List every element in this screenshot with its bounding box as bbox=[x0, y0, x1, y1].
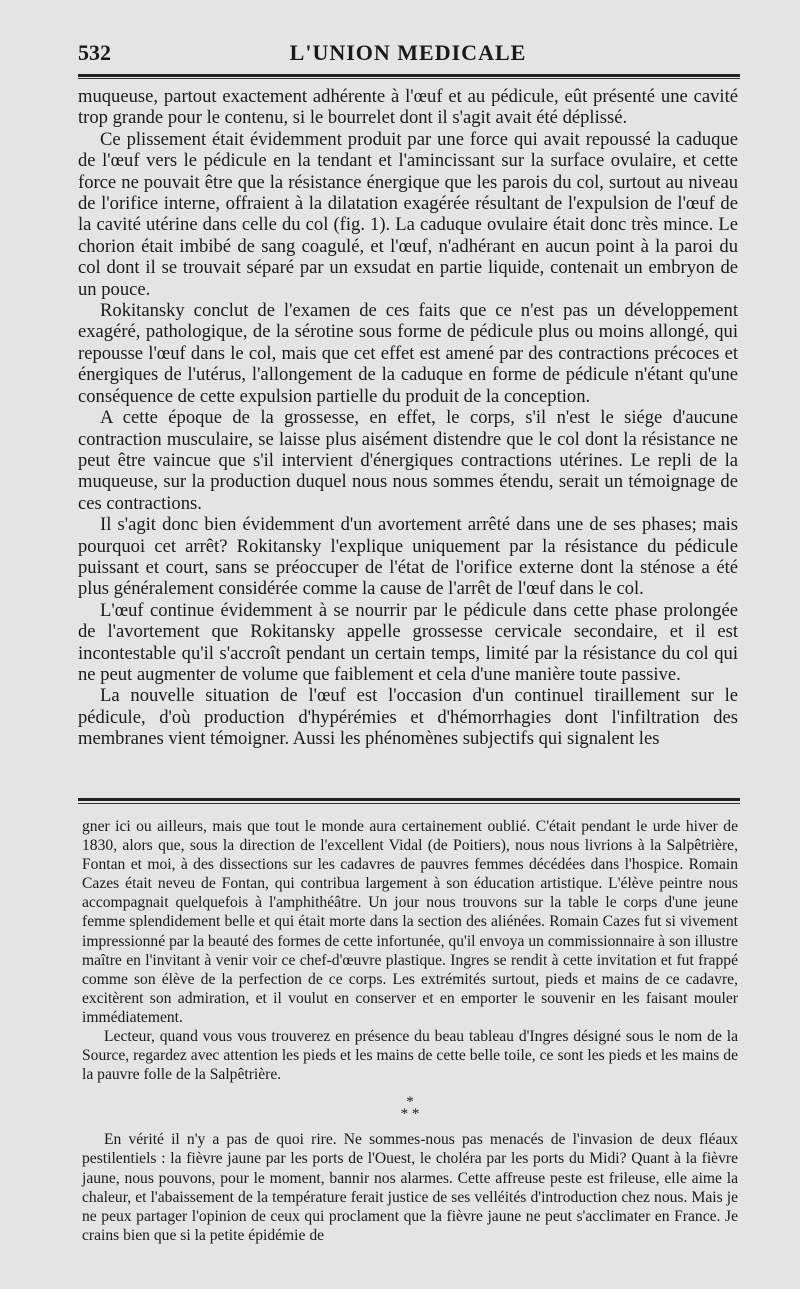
body-paragraph: muqueuse, partout exactement adhérente à l'œuf et au pédicule, eût présenté une cavité trop grande pour le contenu, si le bourrelet dont il s'agit avait été déplissé. bbox=[78, 86, 738, 129]
feuilleton-rule bbox=[78, 798, 740, 801]
feuilleton-rule-thin bbox=[78, 803, 740, 804]
journal-title: L'UNION MEDICALE bbox=[289, 40, 527, 65]
body-paragraph: Rokitansky conclut de l'examen de ces faits que ce n'est pas un développement exagéré, pathologique, de la sérotine sous forme de pédicule plus ou moins allongé, qui repousse l'œuf dans le col, mais que cet effet est amené par des contractions précoces et énergiques de l'utérus, l'allongement de la caduque en forme de pédicule n'étant qu'une conséquence de cette expulsion partielle du produit de la conception. bbox=[78, 300, 738, 407]
note-paragraph: gner ici ou ailleurs, mais que tout le monde aura certainement oublié. C'était pendant le urde hiver de 1830, alors que, sous la direction de l'excellent Vidal (de Poitiers), nous nous livrions à la Salpêtrière, Fontan et moi, à des dissections sur les cadavres de pauvres femmes décédées dans l'hospice. Romain Cazes était neveu de Fontan, qui contribua largement à son éducation artistique. L'élève peintre nous accompagnait quelquefois à l'amphithéâtre. Un jour nous trouvons sur la table le corps d'une jeune femme splendidement belle et qui était morte dans la section des aliénées. Romain Cazes fut si vivement impressionné par la beauté des formes de cette infortunée, qu'il envoya un commissionnaire à son illustre maître en l'invitant à venir voir ce chef-d'œuvre plastique. Ingres se rendit à cette invitation et fut frappé comme son élève de la perfection de ce corps. Les extrémités surtout, pieds et mains de ce cadavre, excitèrent son admiration, et il voulut en conserver et en emporter le souvenir en les faisant mouler immédiatement. bbox=[82, 818, 738, 1026]
asterism-top: * bbox=[406, 1094, 414, 1111]
body-paragraph: Ce plissement était évidemment produit par une force qui avait repoussé la caduque de l'œuf vers le pédicule en la tendant et l'amincissant sur la surface ovulaire, et cette force ne pouvait être que la résistance énergique que les parois du col, surtout au niveau de l'orifice interne, offraient à la dilatation exagérée résultant de l'expulsion de l'œuf de la cavité utérine dans celle du col (fig. 1). La caduque ovulaire était donc très mince. Le chorion était imbibé de sang coagulé, et l'œuf, n'adhérant en aucun point à la paroi du col dont il se trouvait séparé par un exsudat en partie liquide, contenait un embryon de un pouce. bbox=[78, 128, 738, 300]
header-rule bbox=[78, 74, 740, 77]
main-text bbox=[78, 86, 738, 750]
header-rule-thin bbox=[78, 78, 740, 79]
body-paragraph: Il s'agit donc bien évidemment d'un avortement arrêté dans une de ses phases; mais pourquoi cet arrêt? Rokitansky l'explique uniquement par la résistance du pédicule puissant et court, sans se préoccuper de l'état de l'orifice externe dont la sténose a été plus généralement considérée comme la cause de l'arrêt de l'œuf dans le col. bbox=[78, 514, 738, 600]
page-header bbox=[78, 40, 738, 70]
body-paragraph: La nouvelle situation de l'œuf est l'occasion d'un continuel tiraillement sur le pédicule, d'où production d'hypérémies et d'hémorrhagies dont l'infiltration des membranes vient témoigner. Aussi les phénomènes subjectifs qui signalent les bbox=[78, 685, 738, 750]
page-number: 532 bbox=[78, 40, 111, 65]
note-paragraph: En vérité il n'y a pas de quoi rire. Ne sommes-nous pas menacés de l'invasion de deux fléaux pestilentiels : la fièvre jaune par les ports de l'Ouest, le choléra par les ports du Midi? Quant à la fièvre jaune, nous pouvons, pour le moment, bannir nos alarmes. Cette affreuse peste est frileuse, elle aime la chaleur, et l'abaissement de la température ferait justice de ses velléités d'introduction chez nous. Mais je ne peux partager l'opinion de ceux qui proclament que la fièvre jaune ne peut s'acclimater en France. Je crains bien que si la petite épidémie de bbox=[82, 1131, 738, 1244]
body-paragraph: L'œuf continue évidemment à se nourrir par le pédicule dans cette phase prolongée de l'avortement que Rokitansky appelle grossesse cervicale secondaire, et il est incontestable qu'il s'accroît pendant un certain temps, limité par la résistance du col qui ne peut augmenter de volume que faiblement et cela d'une manière toute passive. bbox=[78, 599, 738, 685]
feuilleton-text bbox=[82, 817, 738, 1245]
asterism bbox=[82, 1094, 738, 1123]
note-paragraph: Lecteur, quand vous vous trouverez en présence du beau tableau d'Ingres désigné sous le nom de la Source, regardez avec attention les pieds et les mains de cette belle toile, ce sont les pieds et les mains de la pauvre folle de la Salpêtrière. bbox=[82, 1028, 738, 1084]
asterism-bottom: * * bbox=[400, 1106, 420, 1123]
body-paragraph: A cette époque de la grossesse, en effet, le corps, s'il n'est le siége d'aucune contraction musculaire, se laisse plus aisément distendre que le col dont la résistance ne peut être vaincue que s'il intervient d'énergiques contractions utérines. Le repli de la muqueuse, sur la production duquel nous nous sommes étendu, serait un témoignage de ces contractions. bbox=[78, 407, 738, 514]
